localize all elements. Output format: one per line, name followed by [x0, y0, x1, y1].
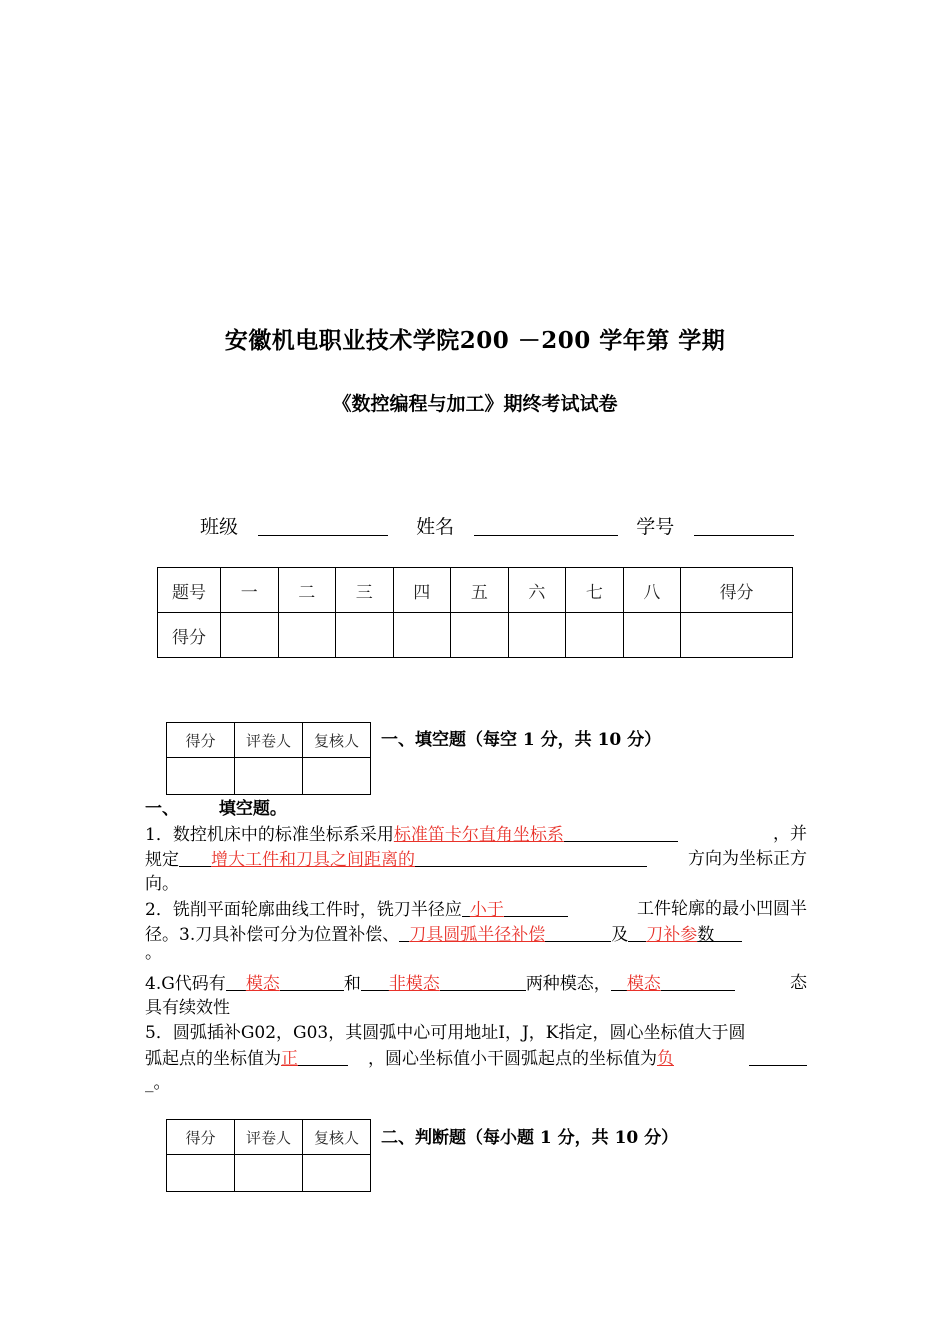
question-2-line-2 [145, 922, 807, 947]
section-2-header: 二、判断题（每小题 1 分，共 10 分） [381, 1128, 679, 1148]
question-5-line-3: _。 [145, 1073, 171, 1093]
score-input-cell[interactable] [278, 613, 336, 658]
question-5-line-1: 5．圆弧插补G02，G03，其圆弧中心可用地址I，J，K指定，圆心坐标值大于圆 [145, 1023, 746, 1043]
score-cell: 六 [508, 568, 566, 613]
score-table-header-row [158, 568, 793, 613]
grader-input-cell[interactable] [167, 758, 235, 795]
answer-blank[interactable] [462, 897, 470, 917]
exam-title: 安徽机电职业技术学院200 －200 学年第 学期 [224, 327, 726, 354]
question-1-line-2 [145, 847, 807, 872]
section-1-heading [145, 797, 807, 822]
exam-subtitle: 《数控编程与加工》期终考试试卷 [332, 393, 618, 415]
score-cell: 一 [221, 568, 279, 613]
id-label: 学号 [636, 516, 675, 538]
grader-input-cell[interactable] [303, 758, 371, 795]
score-cell: 五 [451, 568, 509, 613]
grader-table-2 [166, 1119, 371, 1192]
answer-blank[interactable] [399, 922, 409, 942]
question-2-line-1 [145, 897, 807, 922]
question-text: 弧起点的坐标值为 [145, 1049, 281, 1069]
answer-blank[interactable] [545, 922, 611, 942]
answer-blank[interactable] [504, 897, 568, 917]
answer-text: 刀补参 [646, 925, 698, 945]
grader-header: 复核人 [303, 723, 371, 758]
grader-table-1 [166, 722, 371, 795]
section-1-body [145, 797, 807, 1096]
score-cell: 二 [278, 568, 336, 613]
grader-input-cell[interactable] [235, 758, 303, 795]
grader-header: 复核人 [303, 1120, 371, 1155]
name-label: 姓名 [416, 516, 455, 538]
question-text: ，并 [773, 824, 807, 844]
answer-blank[interactable] [280, 971, 344, 991]
answer-text: 刀具圆弧半径补偿 [409, 925, 546, 945]
question-text: 和 [343, 974, 361, 994]
answer-blank[interactable] [714, 922, 742, 942]
score-cell: 得分 [681, 568, 793, 613]
student-info-row [200, 512, 794, 539]
answer-blank[interactable] [661, 971, 735, 991]
answer-blank[interactable] [415, 847, 647, 867]
question-text: 态 [790, 973, 807, 993]
heading-text: 填空题。 [218, 799, 287, 819]
question-1-line-1 [145, 822, 807, 847]
score-cell: 八 [623, 568, 681, 613]
answer-text: 非模态 [388, 974, 440, 994]
score-input-cell[interactable] [451, 613, 509, 658]
score-table [157, 567, 793, 658]
question-5-line-2 [145, 1046, 807, 1071]
question-4-line-2: 具有续效性 [145, 998, 230, 1018]
answer-text: 模态 [626, 974, 661, 994]
question-4-line-1 [145, 971, 807, 996]
question-text: 两种模态， [525, 974, 611, 994]
answer-blank[interactable] [611, 971, 627, 991]
answer-blank[interactable] [226, 971, 246, 991]
score-cell: 四 [393, 568, 451, 613]
question-text: 及 [611, 925, 629, 945]
question-text: 径。 [145, 925, 179, 945]
grader-header: 得分 [167, 1120, 235, 1155]
grader-input-cell[interactable] [235, 1155, 303, 1192]
grader-input-cell[interactable] [167, 1155, 235, 1192]
answer-blank[interactable] [298, 1046, 348, 1066]
question-1-line-3: 向。 [145, 874, 179, 894]
answer-blank[interactable] [564, 822, 678, 842]
score-input-cell[interactable] [566, 613, 624, 658]
answer-blank[interactable] [749, 1046, 807, 1066]
section-1-header: 一、填空题（每空 1 分，共 10 分） [381, 730, 662, 750]
question-text: 3.刀具补偿可分为位置补偿、 [179, 925, 400, 945]
heading-number: 一、 [145, 799, 179, 819]
score-cell: 七 [566, 568, 624, 613]
score-input-cell[interactable] [623, 613, 681, 658]
question-text: 4.G代码有 [145, 974, 226, 994]
question-text: 规定 [145, 850, 179, 870]
score-cell: 三 [336, 568, 394, 613]
grader-header: 评卷人 [235, 723, 303, 758]
grader-header: 得分 [167, 723, 235, 758]
name-blank[interactable] [474, 515, 618, 536]
score-cell: 得分 [158, 613, 221, 658]
score-input-cell[interactable] [221, 613, 279, 658]
score-input-cell[interactable] [393, 613, 451, 658]
answer-text: 标准笛卡尔直角坐标系 [393, 825, 564, 845]
grader-input-cell[interactable] [303, 1155, 371, 1192]
answer-text: 正 [281, 1049, 298, 1069]
score-input-cell[interactable] [508, 613, 566, 658]
answer-blank[interactable] [440, 971, 526, 991]
class-blank[interactable] [258, 515, 388, 536]
id-blank[interactable] [694, 515, 794, 536]
answer-blank[interactable] [361, 971, 389, 991]
score-input-cell[interactable] [681, 613, 793, 658]
answer-text: 增大工件和刀具之间距离的 [211, 850, 415, 870]
question-2-line-3: 。 [145, 943, 162, 963]
score-input-cell[interactable] [336, 613, 394, 658]
grader-header: 评卷人 [235, 1120, 303, 1155]
answer-text: 小于 [469, 900, 504, 920]
class-label: 班级 [200, 516, 239, 538]
question-text: ，圆心坐标值小干圆弧起点的坐标值为 [368, 1049, 657, 1069]
answer-blank[interactable] [179, 847, 211, 867]
answer-blank[interactable] [628, 922, 646, 942]
question-text: 2．铣削平面轮廓曲线工件时，铣刀半径应 [145, 900, 462, 920]
question-text: 方向为坐标正方 [688, 849, 807, 869]
answer-text: 负 [657, 1049, 674, 1069]
score-table-score-row [158, 613, 793, 658]
question-text: 1．数控机床中的标准坐标系采用 [145, 825, 394, 845]
question-text: 数 [697, 925, 715, 945]
answer-text: 模态 [245, 974, 280, 994]
question-text: 工件轮廓的最小凹圆半 [637, 899, 807, 919]
score-cell: 题号 [158, 568, 221, 613]
